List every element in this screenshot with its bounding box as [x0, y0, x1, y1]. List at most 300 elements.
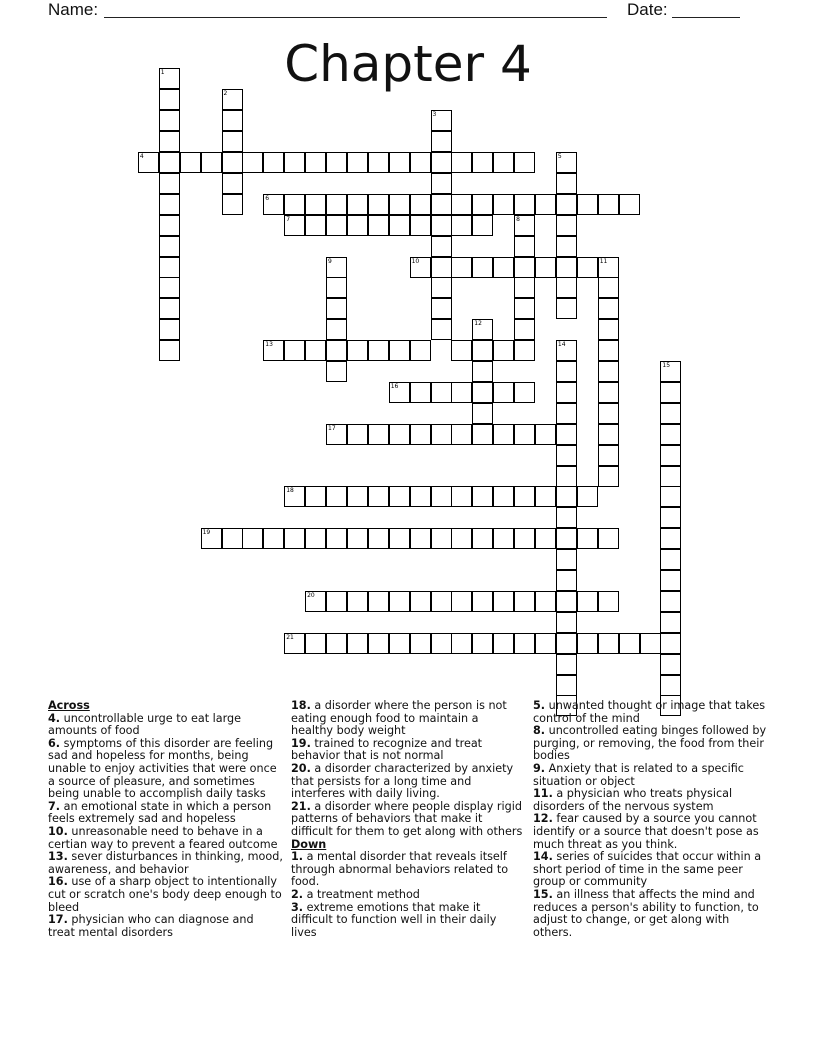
- grid-cell[interactable]: [368, 591, 389, 612]
- grid-cell[interactable]: [514, 236, 535, 257]
- grid-cell[interactable]: [159, 215, 180, 236]
- grid-cell[interactable]: [598, 445, 619, 466]
- clue-item: [533, 813, 768, 851]
- grid-cell[interactable]: [640, 633, 661, 654]
- grid-cell[interactable]: [472, 152, 493, 173]
- grid-cell[interactable]: [305, 152, 326, 173]
- grid-cell[interactable]: [347, 633, 368, 654]
- grid-cell[interactable]: [347, 528, 368, 549]
- grid-cell[interactable]: [493, 486, 514, 507]
- clue-item: [48, 738, 283, 801]
- grid-cell[interactable]: [451, 382, 472, 403]
- grid-cell[interactable]: [493, 382, 514, 403]
- clue-number-label: 12.: [533, 812, 553, 826]
- grid-cell[interactable]: [556, 298, 577, 319]
- grid-cell[interactable]: [598, 528, 619, 549]
- grid-cell[interactable]: [326, 591, 347, 612]
- grid-cell[interactable]: [556, 633, 577, 654]
- clue-number: 16: [390, 382, 399, 390]
- clue-text: trained to recognize and treat behavior that is not normal: [291, 736, 483, 763]
- grid-cell[interactable]: [514, 382, 535, 403]
- grid-cell[interactable]: [556, 570, 577, 591]
- page-title: Chapter 4: [284, 35, 532, 93]
- grid-cell[interactable]: [159, 131, 180, 152]
- grid-cell[interactable]: [493, 257, 514, 278]
- grid-cell[interactable]: [493, 340, 514, 361]
- grid-cell[interactable]: [451, 215, 472, 236]
- grid-cell[interactable]: [451, 591, 472, 612]
- down-clues-list: [291, 851, 523, 939]
- grid-cell[interactable]: [472, 215, 493, 236]
- grid-cell[interactable]: [410, 633, 431, 654]
- grid-cell[interactable]: [410, 152, 431, 173]
- clue-text: use of a sharp object to intentionally cut or scratch one's body deep enough to bleed: [48, 875, 282, 914]
- grid-cell[interactable]: [389, 633, 410, 654]
- grid-cell[interactable]: [431, 173, 452, 194]
- grid-cell[interactable]: [514, 152, 535, 173]
- grid-cell[interactable]: [598, 424, 619, 445]
- grid-cell[interactable]: [431, 110, 452, 131]
- grid-cell[interactable]: [326, 424, 347, 445]
- grid-cell[interactable]: [326, 528, 347, 549]
- clue-number-label: 10.: [48, 824, 68, 838]
- grid-cell[interactable]: [556, 528, 577, 549]
- grid-cell[interactable]: [598, 277, 619, 298]
- grid-cell[interactable]: [389, 194, 410, 215]
- grid-cell[interactable]: [577, 257, 598, 278]
- grid-cell[interactable]: [493, 424, 514, 445]
- grid-cell[interactable]: [660, 466, 681, 487]
- grid-cell[interactable]: [410, 194, 431, 215]
- grid-cell[interactable]: [431, 382, 452, 403]
- clue-text: symptoms of this disorder are feeling sad and hopeless for months, being unable to enjoy activities that were once a source of pleasure, and sometimes being unable to accomplish daily tasks: [48, 736, 277, 801]
- clue-number-label: 18.: [291, 699, 311, 712]
- grid-cell[interactable]: [326, 298, 347, 319]
- grid-cell[interactable]: [660, 486, 681, 507]
- grid-cell[interactable]: [598, 403, 619, 424]
- grid-cell[interactable]: [556, 173, 577, 194]
- grid-cell[interactable]: [159, 236, 180, 257]
- grid-cell[interactable]: [389, 528, 410, 549]
- grid-cell[interactable]: [451, 528, 472, 549]
- grid-cell[interactable]: [284, 340, 305, 361]
- grid-cell[interactable]: [514, 486, 535, 507]
- clue-number: 4: [139, 153, 144, 160]
- grid-cell[interactable]: [660, 675, 681, 696]
- grid-cell[interactable]: [556, 194, 577, 215]
- grid-cell[interactable]: [284, 194, 305, 215]
- grid-cell[interactable]: [535, 257, 556, 278]
- grid-cell[interactable]: [493, 591, 514, 612]
- grid-cell[interactable]: [159, 340, 180, 361]
- grid-cell[interactable]: [242, 528, 263, 549]
- grid-cell[interactable]: [431, 236, 452, 257]
- grid-cell[interactable]: [389, 591, 410, 612]
- grid-cell[interactable]: [431, 215, 452, 236]
- grid-cell[interactable]: [305, 633, 326, 654]
- clue-number: 17: [328, 424, 336, 432]
- grid-cell[interactable]: [556, 382, 577, 403]
- grid-cell[interactable]: [138, 152, 159, 173]
- grid-cell[interactable]: [577, 486, 598, 507]
- grid-cell[interactable]: [472, 257, 493, 278]
- grid-cell[interactable]: [347, 340, 368, 361]
- grid-cell[interactable]: [389, 486, 410, 507]
- grid-cell[interactable]: [577, 194, 598, 215]
- clue-number-label: 19.: [291, 736, 311, 750]
- grid-cell[interactable]: [326, 340, 347, 361]
- grid-cell[interactable]: [451, 633, 472, 654]
- grid-cell[interactable]: [347, 215, 368, 236]
- clue-item: [48, 914, 283, 939]
- grid-cell[interactable]: [598, 361, 619, 382]
- grid-cell[interactable]: [660, 654, 681, 675]
- grid-cell[interactable]: [451, 486, 472, 507]
- grid-cell[interactable]: [326, 486, 347, 507]
- grid-cell[interactable]: [660, 528, 681, 549]
- grid-cell[interactable]: [222, 131, 243, 152]
- clue-text: series of suicides that occur within a short period of time in the same peer group or community: [533, 850, 762, 889]
- grid-cell[interactable]: [389, 340, 410, 361]
- clue-item: [533, 851, 768, 889]
- grid-cell[interactable]: [326, 194, 347, 215]
- clue-number: 9: [328, 257, 332, 265]
- grid-cell[interactable]: [598, 591, 619, 612]
- grid-cell[interactable]: [284, 528, 305, 549]
- grid-cell[interactable]: [326, 633, 347, 654]
- grid-cell[interactable]: [556, 403, 577, 424]
- down-clues-list-continued: [533, 700, 768, 939]
- grid-cell[interactable]: [305, 591, 326, 612]
- grid-cell[interactable]: [180, 152, 201, 173]
- grid-cell[interactable]: [451, 257, 472, 278]
- clue-number-label: 1.: [291, 850, 304, 864]
- grid-cell[interactable]: [451, 194, 472, 215]
- clue-number: 19: [202, 529, 211, 537]
- clue-number-label: 6.: [48, 736, 61, 750]
- grid-cell[interactable]: [535, 486, 556, 507]
- grid-cell[interactable]: [347, 486, 368, 507]
- clue-text: unwanted thought or image that takes control of the mind: [533, 699, 766, 725]
- grid-cell[interactable]: [514, 340, 535, 361]
- grid-cell[interactable]: [535, 591, 556, 612]
- grid-cell[interactable]: [472, 319, 493, 340]
- clue-number-label: 17.: [48, 913, 68, 927]
- grid-cell[interactable]: [556, 445, 577, 466]
- clue-number-label: 4.: [48, 711, 61, 725]
- grid-cell[interactable]: [535, 194, 556, 215]
- clue-number: 15: [662, 362, 671, 369]
- grid-cell[interactable]: [514, 633, 535, 654]
- clue-number-label: 5.: [533, 699, 546, 712]
- grid-cell[interactable]: [660, 445, 681, 466]
- grid-cell[interactable]: [660, 424, 681, 445]
- grid-cell[interactable]: [159, 68, 180, 89]
- grid-cell[interactable]: [598, 340, 619, 361]
- clue-number-label: 3.: [291, 900, 304, 914]
- grid-cell[interactable]: [556, 466, 577, 487]
- grid-cell[interactable]: [451, 152, 472, 173]
- grid-cell[interactable]: [347, 424, 368, 445]
- grid-cell[interactable]: [472, 340, 493, 361]
- grid-cell[interactable]: [305, 528, 326, 549]
- grid-cell[interactable]: [410, 486, 431, 507]
- grid-cell[interactable]: [556, 361, 577, 382]
- across-clues-list-continued: [291, 700, 523, 839]
- clue-number-label: 8.: [533, 724, 546, 738]
- grid-cell[interactable]: [368, 486, 389, 507]
- clues-column-1: [48, 700, 283, 939]
- grid-cell[interactable]: [556, 424, 577, 445]
- grid-cell[interactable]: [368, 194, 389, 215]
- grid-cell[interactable]: [326, 361, 347, 382]
- grid-cell[interactable]: [431, 298, 452, 319]
- grid-cell[interactable]: [598, 633, 619, 654]
- grid-cell[interactable]: [493, 633, 514, 654]
- grid-cell[interactable]: [284, 486, 305, 507]
- grid-cell[interactable]: [201, 528, 222, 549]
- clue-number: 7: [286, 215, 291, 223]
- clue-text: a disorder characterized by anxiety that persists for a long time and interferes with daily living.: [291, 761, 514, 801]
- clue-item: [48, 713, 283, 738]
- grid-cell[interactable]: [535, 633, 556, 654]
- grid-cell[interactable]: [660, 507, 681, 528]
- grid-cell[interactable]: [660, 591, 681, 612]
- grid-cell[interactable]: [431, 194, 452, 215]
- clue-number-label: 9.: [533, 761, 546, 775]
- grid-cell[interactable]: [472, 361, 493, 382]
- clue-number-label: 14.: [533, 850, 553, 864]
- grid-cell[interactable]: [305, 340, 326, 361]
- grid-cell[interactable]: [577, 591, 598, 612]
- grid-cell[interactable]: [556, 215, 577, 236]
- grid-cell[interactable]: [619, 633, 640, 654]
- grid-cell[interactable]: [159, 173, 180, 194]
- grid-cell[interactable]: [514, 591, 535, 612]
- clues-column-2: [291, 700, 523, 939]
- grid-cell[interactable]: [493, 528, 514, 549]
- date-label: Date:: [627, 0, 668, 19]
- grid-cell[interactable]: [514, 277, 535, 298]
- grid-cell[interactable]: [556, 675, 577, 696]
- grid-cell[interactable]: [368, 528, 389, 549]
- grid-cell[interactable]: [660, 382, 681, 403]
- grid-cell[interactable]: [347, 152, 368, 173]
- grid-cell[interactable]: [472, 382, 493, 403]
- grid-cell[interactable]: [556, 236, 577, 257]
- clue-number: 21: [286, 633, 294, 641]
- clue-text: uncontrolled eating binges followed by purging, or removing, the food from their bodies: [533, 724, 767, 763]
- grid-cell[interactable]: [368, 340, 389, 361]
- grid-cell[interactable]: [556, 486, 577, 507]
- clue-number-label: 7.: [48, 799, 61, 813]
- grid-cell[interactable]: [305, 215, 326, 236]
- grid-cell[interactable]: [431, 319, 452, 340]
- grid-cell[interactable]: [326, 277, 347, 298]
- grid-cell[interactable]: [159, 319, 180, 340]
- clue-number-label: 16.: [48, 875, 68, 889]
- grid-cell[interactable]: [201, 152, 222, 173]
- clue-number: 11: [599, 257, 608, 265]
- grid-cell[interactable]: [660, 361, 681, 382]
- clue-item: [291, 851, 523, 889]
- clue-number: 20: [307, 591, 315, 599]
- grid-cell[interactable]: [556, 152, 577, 173]
- grid-cell[interactable]: [284, 152, 305, 173]
- grid-cell[interactable]: [577, 528, 598, 549]
- grid-cell[interactable]: [660, 612, 681, 633]
- grid-cell[interactable]: [305, 194, 326, 215]
- grid-cell[interactable]: [368, 215, 389, 236]
- clue-number: 1: [160, 69, 165, 77]
- grid-cell[interactable]: [514, 215, 535, 236]
- grid-cell[interactable]: [410, 382, 431, 403]
- grid-cell[interactable]: [222, 528, 243, 549]
- grid-cell[interactable]: [159, 89, 180, 110]
- grid-cell[interactable]: [431, 152, 452, 173]
- grid-cell[interactable]: [431, 131, 452, 152]
- grid-cell[interactable]: [472, 403, 493, 424]
- clue-item: [291, 700, 523, 738]
- grid-cell[interactable]: [410, 257, 431, 278]
- grid-cell[interactable]: [347, 194, 368, 215]
- grid-cell[interactable]: [535, 424, 556, 445]
- grid-cell[interactable]: [284, 633, 305, 654]
- grid-cell[interactable]: [451, 424, 472, 445]
- grid-cell[interactable]: [556, 654, 577, 675]
- grid-cell[interactable]: [556, 549, 577, 570]
- clue-text: uncontrollable urge to eat large amounts of food: [48, 711, 242, 738]
- grid-cell[interactable]: [222, 173, 243, 194]
- grid-cell[interactable]: [472, 194, 493, 215]
- grid-cell[interactable]: [410, 424, 431, 445]
- grid-cell[interactable]: [556, 277, 577, 298]
- grid-cell[interactable]: [347, 591, 368, 612]
- grid-cell[interactable]: [556, 507, 577, 528]
- grid-cell[interactable]: [556, 340, 577, 361]
- grid-cell[interactable]: [326, 257, 347, 278]
- grid-cell[interactable]: [514, 424, 535, 445]
- grid-cell[interactable]: [598, 382, 619, 403]
- grid-cell[interactable]: [556, 257, 577, 278]
- grid-cell[interactable]: [598, 298, 619, 319]
- grid-cell[interactable]: [368, 633, 389, 654]
- grid-cell[interactable]: [410, 215, 431, 236]
- clue-text: fear caused by a source you cannot identify or a source that doesn't pose as much threat as you think.: [533, 812, 759, 851]
- clue-item: [291, 801, 523, 839]
- grid-cell[interactable]: [660, 633, 681, 654]
- clue-number: 8: [516, 215, 520, 223]
- grid-cell[interactable]: [389, 152, 410, 173]
- grid-cell[interactable]: [410, 340, 431, 361]
- grid-cell[interactable]: [159, 152, 180, 173]
- grid-cell[interactable]: [472, 486, 493, 507]
- grid-cell[interactable]: [431, 591, 452, 612]
- grid-cell[interactable]: [389, 215, 410, 236]
- grid-cell[interactable]: [493, 194, 514, 215]
- grid-cell[interactable]: [556, 612, 577, 633]
- grid-cell[interactable]: [431, 424, 452, 445]
- grid-cell[interactable]: [159, 298, 180, 319]
- grid-cell[interactable]: [389, 424, 410, 445]
- grid-cell[interactable]: [598, 257, 619, 278]
- grid-cell[interactable]: [389, 382, 410, 403]
- grid-cell[interactable]: [222, 89, 243, 110]
- grid-cell[interactable]: [660, 403, 681, 424]
- grid-cell[interactable]: [493, 152, 514, 173]
- grid-cell[interactable]: [431, 528, 452, 549]
- clue-number: 3: [432, 111, 437, 119]
- grid-cell[interactable]: [263, 340, 284, 361]
- grid-cell[interactable]: [431, 486, 452, 507]
- grid-cell[interactable]: [410, 591, 431, 612]
- grid-cell[interactable]: [159, 194, 180, 215]
- grid-cell[interactable]: [598, 466, 619, 487]
- grid-cell[interactable]: [431, 277, 452, 298]
- grid-cell[interactable]: [472, 528, 493, 549]
- clue-item: [48, 851, 283, 876]
- grid-cell[interactable]: [451, 340, 472, 361]
- grid-cell[interactable]: [660, 570, 681, 591]
- clue-number-label: 2.: [291, 887, 304, 901]
- grid-cell[interactable]: [514, 257, 535, 278]
- grid-cell[interactable]: [514, 194, 535, 215]
- clue-number-label: 20.: [291, 761, 311, 775]
- grid-cell[interactable]: [368, 152, 389, 173]
- grid-cell[interactable]: [514, 298, 535, 319]
- grid-cell[interactable]: [472, 633, 493, 654]
- grid-cell[interactable]: [263, 528, 284, 549]
- grid-cell[interactable]: [263, 152, 284, 173]
- grid-cell[interactable]: [222, 152, 243, 173]
- grid-cell[interactable]: [159, 110, 180, 131]
- grid-cell[interactable]: [598, 194, 619, 215]
- grid-cell[interactable]: [326, 152, 347, 173]
- grid-cell[interactable]: [368, 424, 389, 445]
- grid-cell[interactable]: [514, 319, 535, 340]
- clue-item: [533, 788, 768, 813]
- clue-text: sever disturbances in thinking, mood, awareness, and behavior: [48, 850, 283, 876]
- grid-cell[interactable]: [431, 257, 452, 278]
- clue-text: an emotional state in which a person feels extremely sad and hopeless: [48, 799, 272, 826]
- grid-cell[interactable]: [242, 152, 263, 173]
- clue-number-label: 11.: [533, 787, 553, 801]
- grid-cell[interactable]: [472, 591, 493, 612]
- grid-cell[interactable]: [556, 591, 577, 612]
- grid-cell[interactable]: [305, 486, 326, 507]
- grid-cell[interactable]: [660, 549, 681, 570]
- grid-cell[interactable]: [263, 194, 284, 215]
- grid-cell[interactable]: [159, 277, 180, 298]
- grid-cell[interactable]: [535, 528, 556, 549]
- grid-cell[interactable]: [577, 633, 598, 654]
- grid-cell[interactable]: [326, 215, 347, 236]
- grid-cell[interactable]: [598, 319, 619, 340]
- grid-cell[interactable]: [472, 424, 493, 445]
- clue-number: 13: [265, 341, 273, 349]
- clues-column-3: [533, 700, 768, 939]
- grid-cell[interactable]: [284, 215, 305, 236]
- grid-cell[interactable]: [222, 194, 243, 215]
- grid-cell[interactable]: [431, 633, 452, 654]
- grid-cell[interactable]: [159, 257, 180, 278]
- grid-cell[interactable]: [222, 110, 243, 131]
- grid-cell[interactable]: [410, 528, 431, 549]
- grid-cell[interactable]: [514, 528, 535, 549]
- grid-cell[interactable]: [326, 319, 347, 340]
- grid-cell[interactable]: [619, 194, 640, 215]
- down-heading: Down: [291, 837, 327, 851]
